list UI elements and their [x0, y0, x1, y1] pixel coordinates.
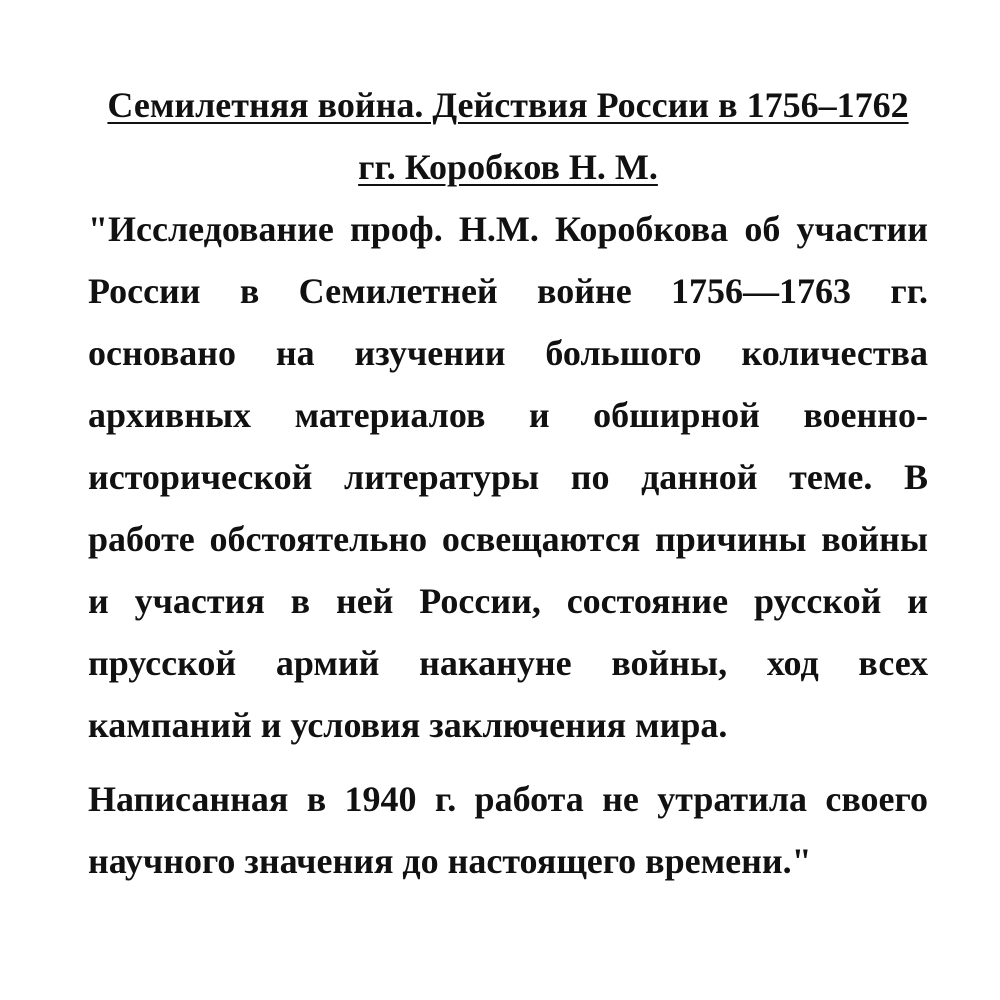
- document-page: [88, 74, 928, 892]
- description-paragraph: "Исследование проф. Н.М. Коробкова об участии России в Семилетней войне 1756—1763 гг. основано на изучении большого количества архивных материалов и обширной военно-исторической литературы по данной теме. В работе обстоятельно освещаются причины войны и участия в ней России, состояние русской и прусской армий накануне войны, ход всех кампаний и условия заключения мира.: [88, 209, 928, 745]
- closing-paragraph: Написанная в 1940 г. работа не утратила своего научного значения до настоящего времени.": [88, 779, 928, 881]
- document-title: Семилетняя война. Действия России в 1756–1762 гг. Коробков Н. М.: [107, 85, 909, 187]
